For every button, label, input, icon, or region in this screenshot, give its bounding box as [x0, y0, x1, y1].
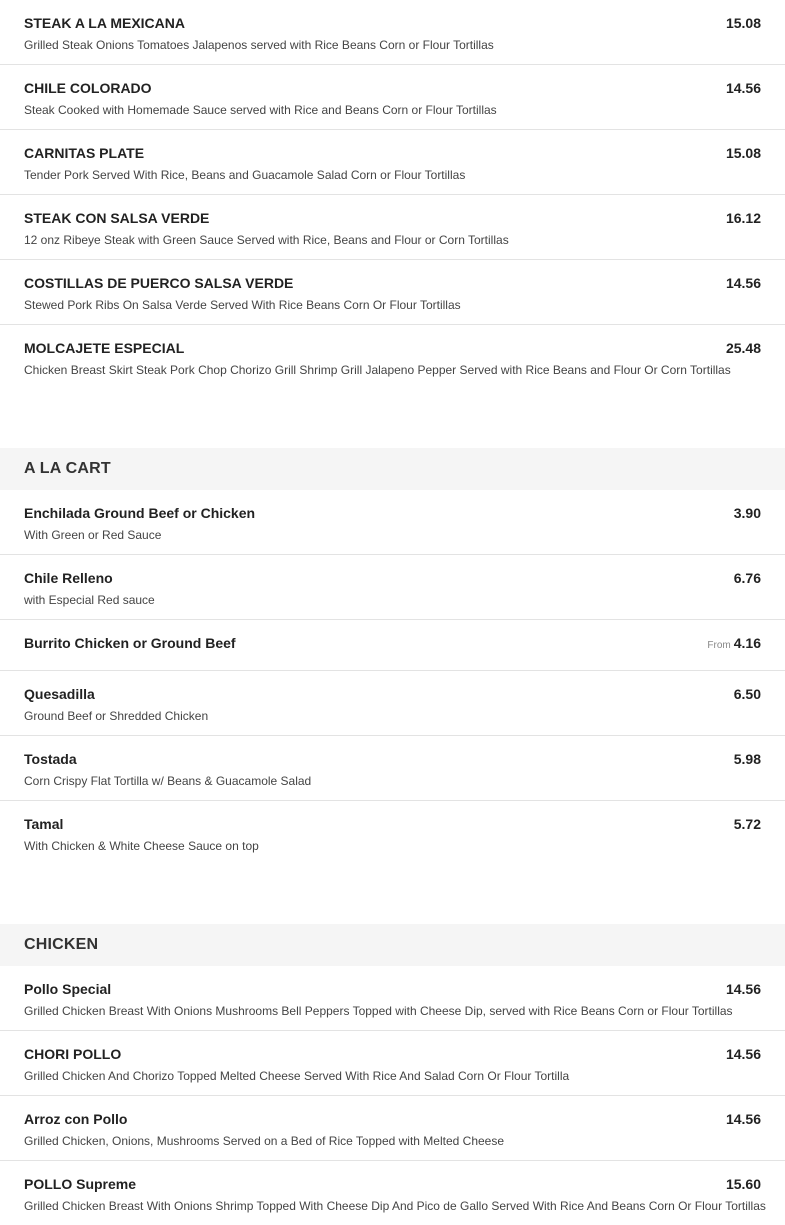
item-description: With Chicken & White Cheese Sauce on top [24, 839, 259, 853]
item-description: Grilled Chicken And Chorizo Topped Melted Cheese Served With Rice And Salad Corn Or Flour Tortilla [24, 1069, 570, 1083]
item-description: Grilled Chicken, Onions, Mushrooms Served on a Bed of Rice Topped with Melted Cheese [24, 1134, 505, 1148]
menu-item[interactable] [0, 490, 785, 555]
menu-item[interactable] [0, 1161, 785, 1225]
item-description: Stewed Pork Ribs On Salsa Verde Served With Rice Beans Corn Or Flour Tortillas [24, 298, 461, 312]
item-name: CHILE COLORADO [24, 80, 152, 96]
menu-item[interactable] [0, 1031, 785, 1096]
item-description: Grilled Chicken Breast With Onions Mushrooms Bell Peppers Topped with Cheese Dip, served with Rice Beans Corn or Flour Tortillas [24, 1004, 733, 1018]
item-name: Pollo Special [24, 981, 112, 997]
section-steak-items [0, 0, 785, 389]
item-price [707, 635, 761, 651]
item-name: Chile Relleno [24, 570, 113, 586]
menu-item[interactable] [0, 620, 785, 671]
section-a-la-cart [0, 448, 785, 865]
item-price: 14.56 [725, 80, 761, 96]
item-name: Arroz con Pollo [24, 1111, 128, 1127]
item-name: POLLO Supreme [24, 1176, 137, 1192]
menu-item[interactable] [0, 65, 785, 130]
menu-item[interactable] [0, 671, 785, 736]
item-price: 14.56 [725, 275, 761, 291]
item-description: with Especial Red sauce [24, 593, 155, 607]
item-price: 25.48 [725, 340, 761, 356]
item-description: Steak Cooked with Homemade Sauce served with Rice and Beans Corn or Flour Tortillas [24, 103, 497, 117]
item-price: 3.90 [733, 505, 761, 521]
item-name: Quesadilla [24, 686, 95, 702]
item-name: Tamal [24, 816, 64, 832]
item-name: Burrito Chicken or Ground Beef [24, 635, 236, 651]
section-header [0, 924, 785, 966]
menu-item[interactable] [0, 130, 785, 195]
item-price: 14.56 [725, 1046, 761, 1062]
item-price: 15.08 [725, 15, 761, 31]
section-spacer [0, 865, 785, 924]
item-name: CARNITAS PLATE [24, 145, 145, 161]
item-price: 6.76 [733, 570, 761, 586]
item-price: 6.50 [733, 686, 761, 702]
item-name: STEAK A LA MEXICANA [24, 15, 185, 31]
menu-item[interactable] [0, 801, 785, 865]
item-price: 16.12 [725, 210, 761, 226]
price-from-label: From [707, 640, 731, 651]
item-description: Grilled Steak Onions Tomatoes Jalapenos served with Rice Beans Corn or Flour Tortillas [24, 38, 494, 52]
item-name: STEAK CON SALSA VERDE [24, 210, 210, 226]
item-description: 12 onz Ribeye Steak with Green Sauce Served with Rice, Beans and Flour or Corn Tortillas [24, 233, 509, 247]
section-spacer [0, 389, 785, 448]
menu-item[interactable] [0, 1096, 785, 1161]
item-price: 15.08 [725, 145, 761, 161]
menu-item[interactable] [0, 260, 785, 325]
item-name: Enchilada Ground Beef or Chicken [24, 505, 256, 521]
section-title: CHICKEN [24, 936, 99, 953]
item-price: 5.72 [733, 816, 761, 832]
item-price: 15.60 [725, 1176, 761, 1192]
section-chicken [0, 924, 785, 1225]
item-description: Chicken Breast Skirt Steak Pork Chop Chorizo Grill Shrimp Grill Jalapeno Pepper Served with Rice Beans and Flour Or Corn Tortillas [24, 363, 731, 377]
item-name: MOLCAJETE ESPECIAL [24, 340, 185, 356]
item-description: With Green or Red Sauce [24, 528, 162, 542]
item-description: Grilled Chicken Breast With Onions Shrimp Topped With Cheese Dip And Pico de Gallo Served With Rice And Beans Corn Or Flour Tortillas [24, 1199, 766, 1213]
item-price: 5.98 [733, 751, 761, 767]
section-header [0, 448, 785, 490]
item-description: Tender Pork Served With Rice, Beans and Guacamole Salad Corn or Flour Tortillas [24, 168, 466, 182]
menu-item[interactable] [0, 966, 785, 1031]
menu-item[interactable] [0, 195, 785, 260]
item-description: Corn Crispy Flat Tortilla w/ Beans & Guacamole Salad [24, 774, 312, 788]
menu-item[interactable] [0, 0, 785, 65]
menu-item[interactable] [0, 736, 785, 801]
item-name: COSTILLAS DE PUERCO SALSA VERDE [24, 275, 294, 291]
item-name: Tostada [24, 751, 77, 767]
menu-item[interactable] [0, 325, 785, 389]
price-value: 4.16 [733, 635, 761, 651]
item-description: Ground Beef or Shredded Chicken [24, 709, 209, 723]
section-title: A LA CART [24, 460, 111, 477]
item-price: 14.56 [725, 981, 761, 997]
menu-item[interactable] [0, 555, 785, 620]
item-name: CHORI POLLO [24, 1046, 122, 1062]
item-price: 14.56 [725, 1111, 761, 1127]
